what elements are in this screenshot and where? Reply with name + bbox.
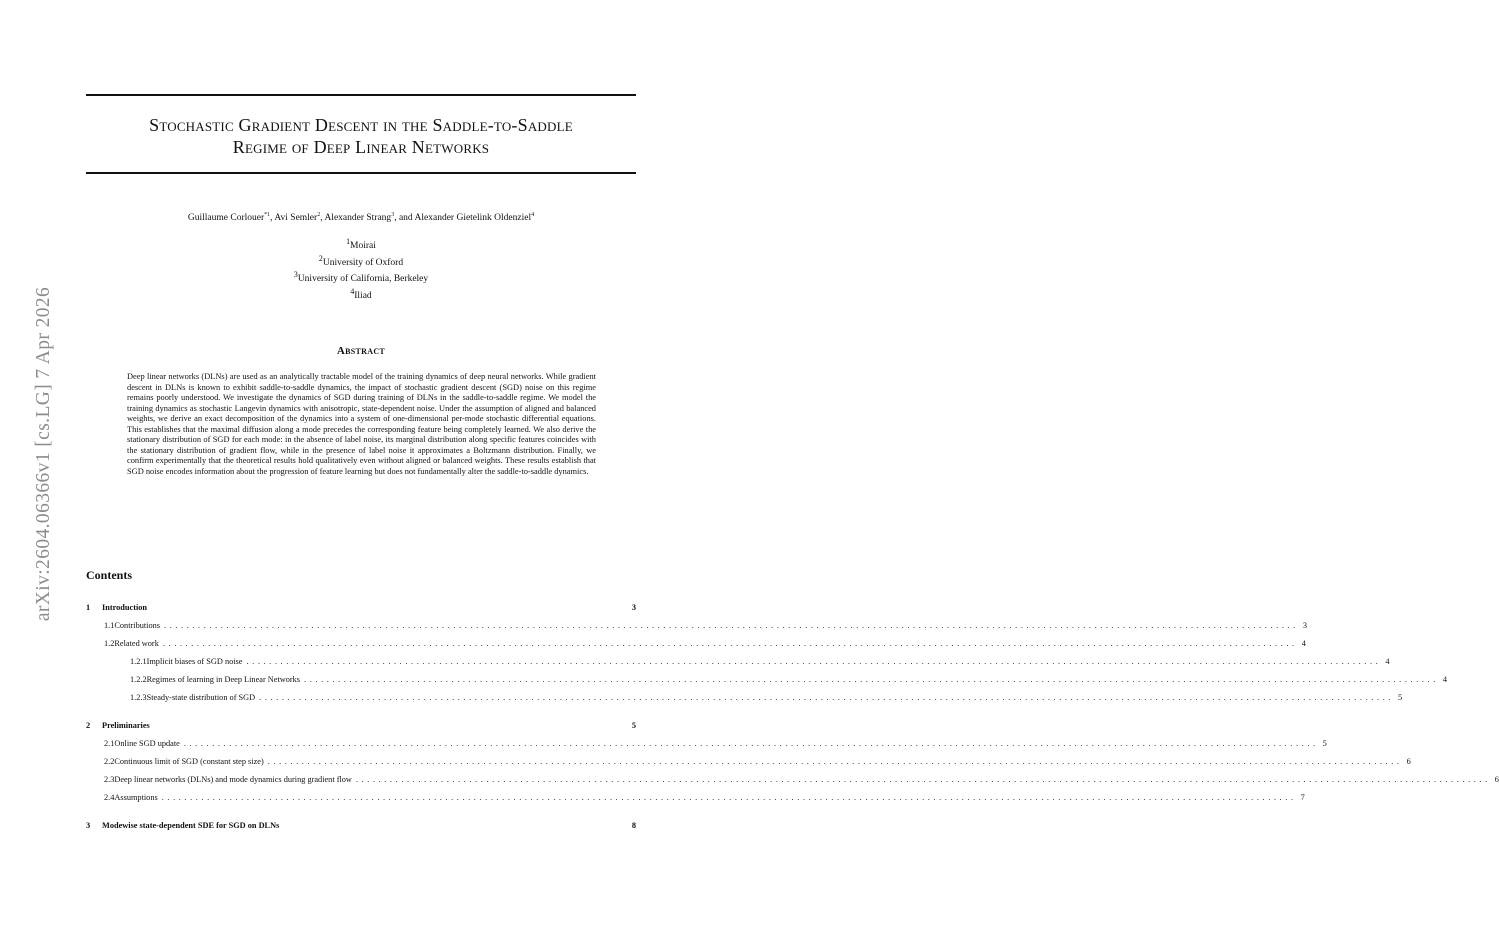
toc-subsection-entry[interactable]	[86, 655, 1390, 669]
toc-section-entry[interactable]	[86, 601, 636, 615]
affiliation	[86, 286, 636, 303]
toc-entry-number: 2.3	[104, 775, 115, 784]
toc-subsection-entry[interactable]	[86, 637, 1306, 651]
contents-heading: Contents	[86, 568, 133, 582]
toc-entry-page: 5	[1397, 693, 1403, 702]
toc-leader-dots: ........................................................................................................................................................................................................	[267, 757, 1403, 766]
toc-leader-dots	[283, 819, 618, 833]
author-sup: 3	[391, 212, 395, 218]
toc-entry-label: Steady-state distribution of SGD	[146, 693, 256, 702]
toc-entry-number: 1.2	[104, 639, 115, 648]
toc-leader-dots: ........................................................................................................................................................................................................	[161, 793, 1297, 802]
affiliation	[86, 269, 636, 286]
toc-section-entry[interactable]	[86, 719, 636, 733]
toc-subsection-entry[interactable]	[86, 791, 1305, 805]
toc-leader-dots: ........................................................................................................................................................................................................	[183, 739, 1319, 748]
author-name: Alexander Strang	[324, 213, 392, 224]
toc-leader-dots: ........................................................................................................................................................................................................	[259, 693, 1394, 702]
toc-entry-page: 5	[631, 721, 636, 730]
affiliation-name: Iliad	[354, 291, 372, 302]
abstract-body: Deep linear networks (DLNs) are used as an analytically tractable model of the training dynamics of deep neural networks. While gradient descent in DLNs is known to exhibit saddle-to-saddle dynamics, the impact of stochastic gradient descent (SGD) noise on this regime remains poorly understood. We investigate the dynamics of SGD during training of DLNs in the saddle-to-saddle regime. We model the training dynamics as stochastic Langevin dynamics with anisotropic, state-dependent noise. Under the assumption of aligned and balanced weights, we derive an exact decomposition of the dynamics into a system of one-dimensional per-mode stochastic differential equations. This establishes that the maximal diffusion along a mode precedes the corresponding feature being completely learned. We also derive the stationary distribution of SGD for each mode: in the absence of label noise, its marginal distribution along specific features coincides with the stationary distribution of gradient flow, while in the presence of label noise it approximates a Boltzmann distribution. Finally, we confirm experimentally that the theoretical results hold qualitatively even without aligned or balanced weights. These results establish that SGD noise encodes information about the progression of feature learning but does not fundamentally alter the saddle-to-saddle dynamics.	[127, 372, 596, 476]
toc-entry-number: 1.2.3	[130, 693, 147, 702]
author-list: Guillaume Corlouer$^{*1}$, Avi Semler$^2$, Alexander Strang$^3$, and Alexander Gietelink Oldenziel$^4$	[187, 212, 535, 224]
paper-title	[86, 114, 636, 158]
toc-section-entry[interactable]	[86, 819, 636, 833]
abstract-heading: Abstract	[336, 345, 386, 357]
toc-subsection-entry[interactable]	[86, 755, 1411, 769]
toc-entry-number: 1.2.2	[130, 675, 147, 684]
toc-subsection-entry[interactable]	[86, 673, 1448, 687]
affiliation-sup: 1	[346, 237, 351, 246]
toc-entry-page: 7	[1300, 793, 1305, 802]
affiliation-name: University of Oxford	[322, 257, 404, 268]
toc-entry-page: 6	[1494, 775, 1499, 784]
toc-leader-dots: ........................................................................................................................................................................................................	[246, 657, 1382, 666]
title-line-1: Stochastic Gradient Descent in the Saddle-to-Saddle	[149, 115, 573, 135]
toc-subsection-entry[interactable]	[86, 691, 1403, 705]
toc-entry-label: Modewise state-dependent SDE for SGD on DLNs	[102, 821, 280, 830]
author-sup: *1	[264, 212, 271, 218]
toc-leader-dots	[151, 601, 618, 615]
title-line-2: Regime of Deep Linear Networks	[232, 137, 490, 157]
toc-leader-dots: ........................................................................................................................................................................................................	[162, 639, 1298, 648]
affiliation-sup: 3	[293, 270, 298, 280]
author-sup: 4	[531, 212, 535, 218]
toc-entry-label: Assumptions	[114, 793, 158, 802]
toc-entry-label: Regimes of learning in Deep Linear Networks	[146, 675, 301, 684]
arxiv-stamp: arXiv:2604.06366v1 [cs.LG] 7 Apr 2026	[33, 286, 54, 622]
toc-entry-number: 2	[86, 721, 91, 730]
toc-entry-label: Online SGD update	[114, 739, 180, 748]
toc-entry-label: Introduction	[102, 603, 148, 612]
affiliation	[86, 253, 636, 270]
toc-entry-label: Preliminaries	[102, 721, 150, 730]
toc-entry-number: 1	[86, 603, 91, 612]
author-name: Alexander Gietelink Oldenziel	[414, 213, 532, 224]
title-bottom-rule	[86, 172, 636, 174]
toc-entry-page: 4	[1301, 639, 1306, 648]
toc-entry-label: Continuous limit of SGD (constant step size)	[114, 757, 264, 766]
toc-entry-label: Related work	[114, 639, 159, 648]
toc-leader-dots: ........................................................................................................................................................................................................	[304, 675, 1439, 684]
toc-entry-number: 1.1	[104, 621, 115, 630]
toc-entry-number: 2.2	[104, 757, 115, 766]
toc-entry-label: Contributions	[114, 621, 161, 630]
author-sup: 2	[317, 212, 321, 218]
toc-entry-label: Implicit biases of SGD noise	[146, 657, 243, 666]
toc-subsection-entry[interactable]	[86, 737, 1327, 751]
toc-entry-page: 4	[1385, 657, 1390, 666]
toc-entry-page: 4	[1442, 675, 1448, 684]
toc-subsection-entry[interactable]	[86, 773, 1499, 787]
toc-entry-number: 1.2.1	[130, 657, 147, 666]
toc-subsection-entry[interactable]	[86, 619, 1308, 633]
toc-leader-dots	[154, 719, 618, 733]
affiliation-list	[86, 236, 636, 303]
toc-entry-number: 3	[86, 821, 91, 830]
toc-entry-number: 2.1	[104, 739, 115, 748]
toc-entry-page: 5	[1322, 739, 1327, 748]
toc-entry-page: 6	[1406, 757, 1411, 766]
toc-leader-dots: ........................................................................................................................................................................................................	[355, 775, 1491, 784]
toc-entry-page: 3	[631, 603, 636, 612]
affiliation	[86, 236, 636, 253]
toc-entry-label: Deep linear networks (DLNs) and mode dynamics during gradient flow	[114, 775, 352, 784]
affiliation-name: Moirai	[350, 241, 376, 252]
authors-conjunction: and	[398, 213, 413, 224]
toc-entry-number: 2.4	[104, 793, 115, 802]
affiliation-sup: 2	[318, 253, 323, 263]
toc-entry-page: 3	[1302, 621, 1308, 630]
affiliation-name: University of California, Berkeley	[297, 274, 429, 285]
toc-entry-page: 8	[631, 821, 636, 830]
author-name: Avi Semler	[274, 213, 318, 224]
affiliation-sup: 4	[350, 286, 355, 296]
toc-leader-dots: ........................................................................................................................................................................................................	[164, 621, 1299, 630]
author-name: Guillaume Corlouer	[187, 213, 265, 224]
title-top-rule	[86, 94, 636, 96]
